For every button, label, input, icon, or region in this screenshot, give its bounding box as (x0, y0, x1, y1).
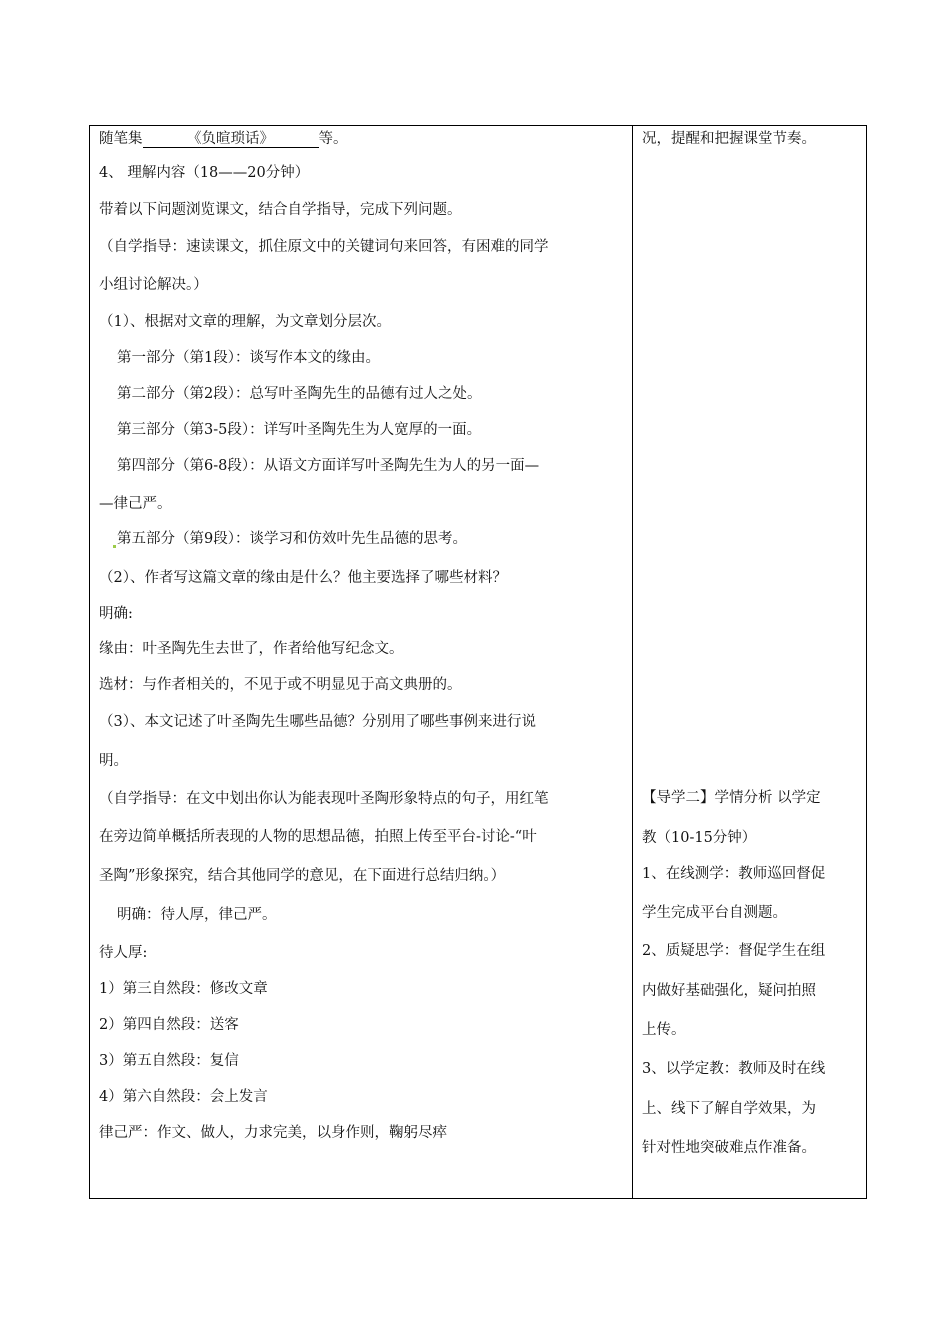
question-2: （2）、作者写这篇文章的缘由是什么？他主要选择了哪些材料？ (99, 570, 507, 586)
answer-label: 明确: (99, 606, 133, 622)
note-line: 上传。 (642, 1022, 686, 1038)
list-item: 3）第五自然段：复信 (99, 1053, 239, 1069)
part-5-line (113, 530, 467, 548)
note-line: 1、在线测学：教师巡回督促 (642, 866, 826, 882)
question-1: （1）、根据对文章的理解，为文章划分层次。 (99, 314, 391, 330)
list-item: 2）第四自然段：送客 (99, 1017, 239, 1033)
essay-suffix: 等。 (318, 131, 348, 147)
answer-materials: 选材：与作者相关的，不见于或不明显见于高文典册的。 (99, 677, 462, 693)
part-5: 第五部分（第9段）：谈学习和仿效叶先生品德的思考。 (117, 531, 467, 547)
self-study-guide-2-line: 在旁边简单概括所表现的人物的思想品德，拍照上传至平台-讨论-“叶 (99, 829, 537, 845)
list-item: 4）第六自然段：会上发言 (99, 1089, 268, 1105)
self-study-guide-2-line: 圣陶”形象探究，结合其他同学的意见，在下面进行总结归纳。） (99, 868, 506, 884)
strict-with-self-line: 律己严：作文、做人，力求完美，以身作则，鞠躬尽瘁 (99, 1125, 447, 1141)
generous-heading: 待人厚: (99, 945, 148, 961)
note-line: 3、以学定教：教师及时在线 (642, 1061, 826, 1077)
essay-title-blank: 《负暄琐话》 (143, 131, 319, 148)
question-3-continued: 明。 (99, 753, 128, 769)
note-line: 学生完成平台自测题。 (642, 905, 787, 921)
answer-reason: 缘由：叶圣陶先生去世了，作者给他写纪念文。 (99, 641, 404, 657)
note-line: 针对性地突破难点作准备。 (642, 1140, 816, 1156)
part-4: 第四部分（第6-8段）：从语文方面详写叶圣陶先生为人的另一面— (117, 458, 540, 474)
section-heading-understand: 4、 理解内容（18——20分钟） (99, 165, 310, 181)
note-line: 2、质疑思学：督促学生在组 (642, 943, 826, 959)
note-line: 上、线下了解自学效果，为 (642, 1101, 816, 1117)
part-4-continued: —律己严。 (99, 496, 172, 512)
part-1: 第一部分（第1段）：谈写作本文的缘由。 (117, 350, 380, 366)
self-study-guide-line: 小组讨论解决。） (99, 277, 208, 293)
guide-2-heading: 【导学二】学情分析 以学定 (642, 790, 821, 806)
note-line: 况，提醒和把握课堂节奏。 (642, 131, 816, 147)
note-line: 内做好基础强化，疑问拍照 (642, 983, 816, 999)
essay-prefix: 随笔集 (99, 131, 143, 147)
highlight-mark (113, 545, 116, 548)
part-3: 第三部分（第3-5段）：详写叶圣陶先生为人宽厚的一面。 (117, 422, 482, 438)
part-2: 第二部分（第2段）：总写叶圣陶先生的品德有过人之处。 (117, 386, 482, 402)
self-study-guide-2-line: （自学指导：在文中划出你认为能表现叶圣陶形象特点的句子，用红笔 (99, 791, 549, 807)
answer-summary: 明确：待人厚，律己严。 (117, 907, 277, 923)
essay-collection-line (99, 130, 348, 148)
question-3: （3）、本文记述了叶圣陶先生哪些品德？分别用了哪些事例来进行说 (99, 714, 536, 730)
self-study-guide-line: （自学指导：速读课文，抓住原文中的关键词句来回答，有困难的同学 (99, 239, 549, 255)
list-item: 1）第三自然段：修改文章 (99, 981, 268, 997)
instruction-line: 带着以下问题浏览课文，结合自学指导，完成下列问题。 (99, 202, 462, 218)
guide-2-heading-continued: 教（10-15分钟） (642, 830, 757, 846)
column-divider (632, 125, 633, 1199)
